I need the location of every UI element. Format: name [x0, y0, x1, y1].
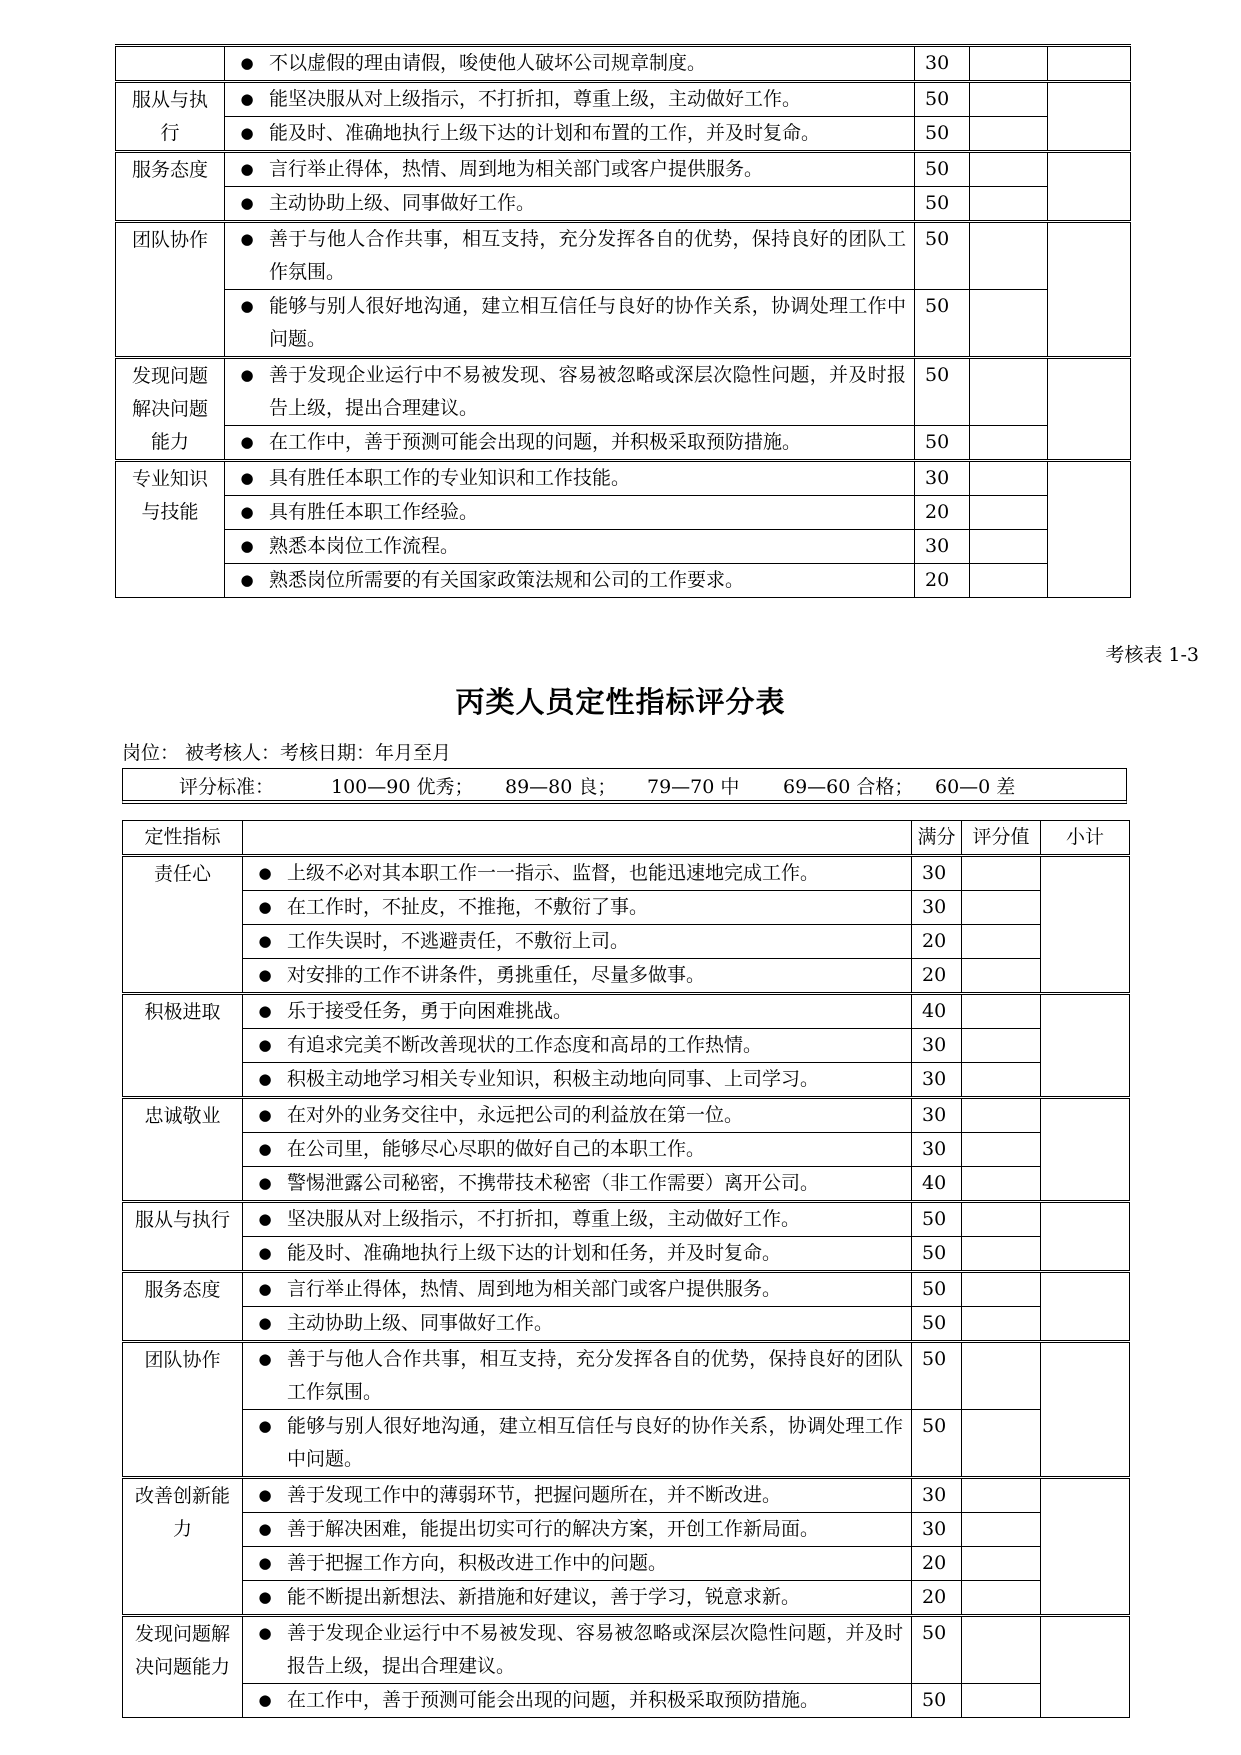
bullet-icon: ●	[258, 898, 272, 916]
subtotal-cell[interactable]	[1041, 1478, 1130, 1616]
score-value-cell[interactable]	[962, 1133, 1041, 1167]
item-text: 主动协助上级、同事做好工作。	[287, 1312, 554, 1334]
header-indicator: 定性指标	[123, 821, 243, 856]
indicator-item	[243, 1272, 912, 1307]
score-value-cell[interactable]	[962, 1063, 1041, 1098]
table-row	[123, 994, 1130, 1029]
table-row	[123, 1133, 1130, 1167]
full-score-cell: 50	[915, 290, 970, 358]
item-text: 善于解决困难，能提出切实可行的解决方案，开创工作新局面。	[287, 1518, 820, 1540]
bullet-icon: ●	[240, 90, 254, 108]
score-value-cell[interactable]	[970, 461, 1048, 496]
score-value-cell[interactable]	[962, 856, 1041, 891]
score-value-cell[interactable]	[962, 1272, 1041, 1307]
table-row	[123, 1307, 1130, 1342]
score-value-cell[interactable]	[970, 46, 1048, 82]
indicator-item	[243, 856, 912, 891]
item-text: 善于发现企业运行中不易被发现、容易被忽略或深层次隐性问题，并及时报告上级，提出合理建议。	[269, 364, 906, 419]
full-score-cell: 30	[915, 530, 970, 564]
indicator-item	[243, 1478, 912, 1513]
bullet-icon: ●	[240, 503, 254, 521]
table-row	[116, 222, 1131, 290]
full-score-cell: 40	[912, 1167, 962, 1202]
score-value-cell[interactable]	[962, 1167, 1041, 1202]
item-text: 能及时、准确地执行上级下达的计划和布置的工作，并及时复命。	[269, 122, 821, 144]
indicator-category: 服务态度	[123, 1272, 243, 1342]
header-blank	[243, 821, 912, 856]
indicator-category: 积极进取	[123, 994, 243, 1098]
full-score-cell: 50	[915, 117, 970, 152]
table-row	[116, 187, 1131, 222]
indicator-item	[225, 461, 915, 496]
indicator-item	[243, 1098, 912, 1133]
criteria-label: 评分标准：	[179, 776, 275, 798]
full-score-cell: 30	[912, 1133, 962, 1167]
bullet-icon: ●	[258, 1417, 272, 1435]
table-row	[116, 530, 1131, 564]
header-score-value: 评分值	[962, 821, 1041, 856]
item-text: 能够与别人很好地沟通，建立相互信任与良好的协作关系，协调处理工作中问题。	[287, 1415, 903, 1470]
indicator-item	[243, 1202, 912, 1237]
table-row	[116, 290, 1131, 358]
item-text: 熟悉岗位所需要的有关国家政策法规和公司的工作要求。	[269, 569, 745, 591]
full-score-cell: 50	[915, 426, 970, 461]
indicator-item	[225, 187, 915, 222]
item-text: 言行举止得体，热情、周到地为相关部门或客户提供服务。	[269, 158, 764, 180]
item-text: 在对外的业务交往中，永远把公司的利益放在第一位。	[287, 1104, 744, 1126]
bullet-icon: ●	[240, 194, 254, 212]
bullet-icon: ●	[240, 54, 254, 72]
full-score-cell: 30	[915, 461, 970, 496]
full-score-cell: 30	[912, 1063, 962, 1098]
upper-evaluation-table	[115, 44, 1131, 598]
item-text: 乐于接受任务，勇于向困难挑战。	[287, 1000, 573, 1022]
item-text: 警惕泄露公司秘密，不携带技术秘密（非工作需要）离开公司。	[287, 1172, 820, 1194]
bullet-icon: ●	[258, 1280, 272, 1298]
indicator-category: 服从与执行	[123, 1202, 243, 1272]
bullet-icon: ●	[258, 1174, 272, 1192]
score-value-cell[interactable]	[970, 152, 1048, 187]
item-text: 对安排的工作不讲条件，勇挑重任，尽量多做事。	[287, 964, 706, 986]
criteria-excellent: 100—90 优秀；	[331, 776, 474, 798]
full-score-cell: 50	[915, 187, 970, 222]
table-row	[123, 1410, 1130, 1478]
full-score-cell: 50	[915, 82, 970, 117]
bullet-icon: ●	[258, 1520, 272, 1538]
header-full-score: 满分	[912, 821, 962, 856]
full-score-cell: 20	[912, 1547, 962, 1581]
score-value-cell[interactable]	[970, 530, 1048, 564]
indicator-category: 发现问题解决问题能力	[123, 1616, 243, 1718]
indicator-item	[243, 925, 912, 959]
full-score-cell: 50	[912, 1342, 962, 1410]
table-row	[123, 1547, 1130, 1581]
table-row	[116, 496, 1131, 530]
indicator-item	[243, 1513, 912, 1547]
full-score-cell: 50	[912, 1684, 962, 1718]
score-value-cell[interactable]	[962, 994, 1041, 1029]
score-value-cell[interactable]	[970, 117, 1048, 152]
item-text: 善于把握工作方向，积极改进工作中的问题。	[287, 1552, 668, 1574]
indicator-item	[225, 530, 915, 564]
score-value-cell[interactable]	[970, 426, 1048, 461]
indicator-item	[225, 426, 915, 461]
score-value-cell[interactable]	[970, 222, 1048, 290]
score-value-cell[interactable]	[962, 959, 1041, 994]
full-score-cell: 50	[915, 222, 970, 290]
score-value-cell[interactable]	[962, 1513, 1041, 1547]
indicator-item	[225, 222, 915, 290]
table-row	[123, 1616, 1130, 1684]
bullet-icon: ●	[258, 1244, 272, 1262]
indicator-item	[243, 1063, 912, 1098]
indicator-item	[243, 1342, 912, 1410]
full-score-cell: 50	[912, 1237, 962, 1272]
table-row	[123, 1029, 1130, 1063]
bullet-icon: ●	[258, 1486, 272, 1504]
score-value-cell[interactable]	[962, 1098, 1041, 1133]
bullet-icon: ●	[258, 1350, 272, 1368]
criteria-good: 89—80 良；	[505, 776, 617, 798]
table-row	[123, 959, 1130, 994]
full-score-cell: 30	[912, 1513, 962, 1547]
subtotal-cell[interactable]	[1041, 1202, 1130, 1272]
indicator-item	[225, 564, 915, 598]
item-text: 在工作中，善于预测可能会出现的问题，并积极采取预防措施。	[269, 431, 802, 453]
indicator-item	[225, 290, 915, 358]
indicator-item	[225, 496, 915, 530]
item-text: 能不断提出新想法、新措施和好建议，善于学习，锐意求新。	[287, 1586, 801, 1608]
bullet-icon: ●	[258, 1624, 272, 1642]
table-row	[116, 426, 1131, 461]
score-value-cell[interactable]	[962, 1684, 1041, 1718]
table-row	[123, 925, 1130, 959]
bullet-icon: ●	[258, 1106, 272, 1124]
full-score-cell: 20	[912, 1581, 962, 1616]
item-text: 坚决服从对上级指示，不打折扣，尊重上级，主动做好工作。	[287, 1208, 801, 1230]
subtotal-cell[interactable]	[1048, 222, 1131, 358]
table-row	[116, 117, 1131, 152]
item-text: 在工作时，不扯皮，不推拖，不敷衍了事。	[287, 896, 649, 918]
bullet-icon: ●	[258, 1070, 272, 1088]
item-text: 能够与别人很好地沟通，建立相互信任与良好的协作关系，协调处理工作中问题。	[269, 295, 906, 350]
table-row	[123, 1581, 1130, 1616]
full-score-cell: 30	[915, 46, 970, 82]
subtotal-cell[interactable]	[1048, 358, 1131, 461]
indicator-item	[243, 1307, 912, 1342]
criteria-medium: 79—70 中	[647, 776, 740, 798]
score-value-cell[interactable]	[970, 187, 1048, 222]
item-text: 善于发现工作中的薄弱环节，把握问题所在，并不断改进。	[287, 1484, 782, 1506]
subtotal-cell[interactable]	[1041, 1098, 1130, 1202]
score-value-cell[interactable]	[962, 1307, 1041, 1342]
score-value-cell[interactable]	[962, 1237, 1041, 1272]
table-row	[123, 1272, 1130, 1307]
score-value-cell[interactable]	[970, 496, 1048, 530]
bullet-icon: ●	[258, 1314, 272, 1332]
full-score-cell: 30	[912, 1478, 962, 1513]
score-value-cell[interactable]	[962, 1616, 1041, 1684]
full-score-cell: 30	[912, 856, 962, 891]
bullet-icon: ●	[258, 1002, 272, 1020]
full-score-cell: 30	[912, 1029, 962, 1063]
bullet-icon: ●	[258, 864, 272, 882]
table-row	[123, 1098, 1130, 1133]
criteria-poor: 60—0 差	[935, 776, 1016, 798]
bullet-icon: ●	[258, 966, 272, 984]
item-text: 工作失误时，不逃避责任，不敷衍上司。	[287, 930, 630, 952]
score-value-cell[interactable]	[962, 1202, 1041, 1237]
indicator-item	[225, 117, 915, 152]
table-row	[123, 1167, 1130, 1202]
indicator-item	[225, 358, 915, 426]
subtotal-cell[interactable]	[1041, 994, 1130, 1098]
indicator-item	[243, 891, 912, 925]
indicator-item	[243, 1581, 912, 1616]
bullet-icon: ●	[258, 1140, 272, 1158]
full-score-cell: 30	[912, 891, 962, 925]
scoring-criteria-bar	[122, 768, 1127, 804]
subtotal-cell[interactable]	[1041, 1342, 1130, 1478]
criteria-pass: 69—60 合格；	[783, 776, 914, 798]
score-value-cell[interactable]	[962, 891, 1041, 925]
indicator-item	[225, 46, 915, 82]
item-text: 主动协助上级、同事做好工作。	[269, 192, 536, 214]
table-row	[123, 1342, 1130, 1410]
indicator-item	[243, 959, 912, 994]
table-row	[116, 358, 1131, 426]
score-value-cell[interactable]	[970, 290, 1048, 358]
item-text: 言行举止得体，热情、周到地为相关部门或客户提供服务。	[287, 1278, 782, 1300]
subtotal-cell[interactable]	[1041, 856, 1130, 994]
table-header-row	[123, 821, 1130, 856]
table-row	[116, 82, 1131, 117]
subtotal-cell[interactable]	[1048, 82, 1131, 152]
indicator-category: 忠诚敬业	[123, 1098, 243, 1202]
indicator-category	[116, 46, 225, 82]
bullet-icon: ●	[240, 160, 254, 178]
item-text: 善于与他人合作共事，相互支持，充分发挥各自的优势，保持良好的团队工作氛围。	[269, 228, 906, 283]
indicator-item	[243, 1410, 912, 1478]
item-text: 能及时、准确地执行上级下达的计划和任务，并及时复命。	[287, 1242, 782, 1264]
subtotal-cell[interactable]	[1041, 1272, 1130, 1342]
full-score-cell: 30	[912, 1098, 962, 1133]
item-text: 不以虚假的理由请假，唆使他人破坏公司规章制度。	[269, 52, 707, 74]
table-row	[123, 856, 1130, 891]
bullet-icon: ●	[258, 1588, 272, 1606]
subtotal-cell[interactable]	[1048, 46, 1131, 82]
indicator-item	[243, 1029, 912, 1063]
score-value-cell[interactable]	[962, 1410, 1041, 1478]
bullet-icon: ●	[240, 230, 254, 248]
table-row	[123, 1202, 1130, 1237]
indicator-item	[243, 1684, 912, 1718]
indicator-category: 专业知识与技能	[116, 461, 225, 598]
table-row	[123, 1684, 1130, 1718]
full-score-cell: 20	[915, 496, 970, 530]
table-row	[116, 46, 1131, 82]
table-row	[123, 1513, 1130, 1547]
bullet-icon: ●	[240, 366, 254, 384]
table-row	[123, 1237, 1130, 1272]
indicator-item	[243, 1547, 912, 1581]
score-value-cell[interactable]	[962, 1342, 1041, 1410]
bullet-icon: ●	[240, 433, 254, 451]
table-row	[123, 1063, 1130, 1098]
indicator-category: 服务态度	[116, 152, 225, 222]
item-text: 具有胜任本职工作的专业知识和工作技能。	[269, 467, 631, 489]
score-value-cell[interactable]	[962, 1581, 1041, 1616]
item-text: 有追求完美不断改善现状的工作态度和高昂的工作热情。	[287, 1034, 763, 1056]
full-score-cell: 20	[915, 564, 970, 598]
bullet-icon: ●	[240, 537, 254, 555]
subtotal-cell[interactable]	[1048, 461, 1131, 598]
header-subtotal: 小计	[1041, 821, 1130, 856]
item-text: 善于与他人合作共事，相互支持，充分发挥各自的优势，保持良好的团队工作氛围。	[287, 1348, 903, 1403]
form-number-label: 考核表 1-3	[1105, 644, 1199, 666]
bullet-icon: ●	[240, 571, 254, 589]
item-text: 能坚决服从对上级指示，不打折扣，尊重上级，主动做好工作。	[269, 88, 802, 110]
item-text: 上级不必对其本职工作一一指示、监督，也能迅速地完成工作。	[287, 862, 820, 884]
subtotal-cell[interactable]	[1041, 1616, 1130, 1718]
indicator-item	[243, 994, 912, 1029]
indicator-category: 改善创新能力	[123, 1478, 243, 1616]
score-value-cell[interactable]	[962, 925, 1041, 959]
bullet-icon: ●	[258, 1554, 272, 1572]
indicator-item	[243, 1616, 912, 1684]
score-value-cell[interactable]	[962, 1547, 1041, 1581]
item-text: 善于发现企业运行中不易被发现、容易被忽略或深层次隐性问题，并及时报告上级，提出合理建议。	[287, 1622, 903, 1677]
full-score-cell: 50	[912, 1616, 962, 1684]
full-score-cell: 50	[915, 152, 970, 187]
bullet-icon: ●	[240, 124, 254, 142]
table-row	[116, 152, 1131, 187]
indicator-category: 团队协作	[123, 1342, 243, 1478]
indicator-item	[225, 82, 915, 117]
indicator-category: 团队协作	[116, 222, 225, 358]
full-score-cell: 50	[915, 358, 970, 426]
bullet-icon: ●	[240, 297, 254, 315]
table-row	[116, 461, 1131, 496]
indicator-category: 责任心	[123, 856, 243, 994]
grade-c-evaluation-table	[122, 820, 1130, 1718]
bullet-icon: ●	[258, 1691, 272, 1709]
item-text: 熟悉本岗位工作流程。	[269, 535, 460, 557]
full-score-cell: 20	[912, 959, 962, 994]
score-value-cell[interactable]	[970, 358, 1048, 426]
score-value-cell[interactable]	[962, 1029, 1041, 1063]
table-row	[123, 1478, 1130, 1513]
bullet-icon: ●	[258, 932, 272, 950]
indicator-category: 发现问题解决问题能力	[116, 358, 225, 461]
item-text: 具有胜任本职工作经验。	[269, 501, 479, 523]
indicator-item	[243, 1167, 912, 1202]
table-row	[123, 891, 1130, 925]
indicator-item	[243, 1133, 912, 1167]
indicator-item	[225, 152, 915, 187]
bullet-icon: ●	[258, 1036, 272, 1054]
full-score-cell: 40	[912, 994, 962, 1029]
table-row	[116, 564, 1131, 598]
full-score-cell: 50	[912, 1410, 962, 1478]
score-value-cell[interactable]	[970, 564, 1048, 598]
item-text: 在公司里，能够尽心尽职的做好自己的本职工作。	[287, 1138, 706, 1160]
bullet-icon: ●	[240, 469, 254, 487]
subtotal-cell[interactable]	[1048, 152, 1131, 222]
meta-info-line: 岗位： 被考核人：考核日期：年月至月	[122, 742, 452, 764]
indicator-item	[243, 1237, 912, 1272]
indicator-category: 服从与执行	[116, 82, 225, 152]
score-value-cell[interactable]	[970, 82, 1048, 117]
full-score-cell: 50	[912, 1272, 962, 1307]
full-score-cell: 50	[912, 1307, 962, 1342]
item-text: 在工作中，善于预测可能会出现的问题，并积极采取预防措施。	[287, 1689, 820, 1711]
full-score-cell: 50	[912, 1202, 962, 1237]
score-value-cell[interactable]	[962, 1478, 1041, 1513]
page-title: 丙类人员定性指标评分表	[455, 685, 786, 719]
bullet-icon: ●	[258, 1210, 272, 1228]
full-score-cell: 20	[912, 925, 962, 959]
item-text: 积极主动地学习相关专业知识，积极主动地向同事、上司学习。	[287, 1068, 820, 1090]
